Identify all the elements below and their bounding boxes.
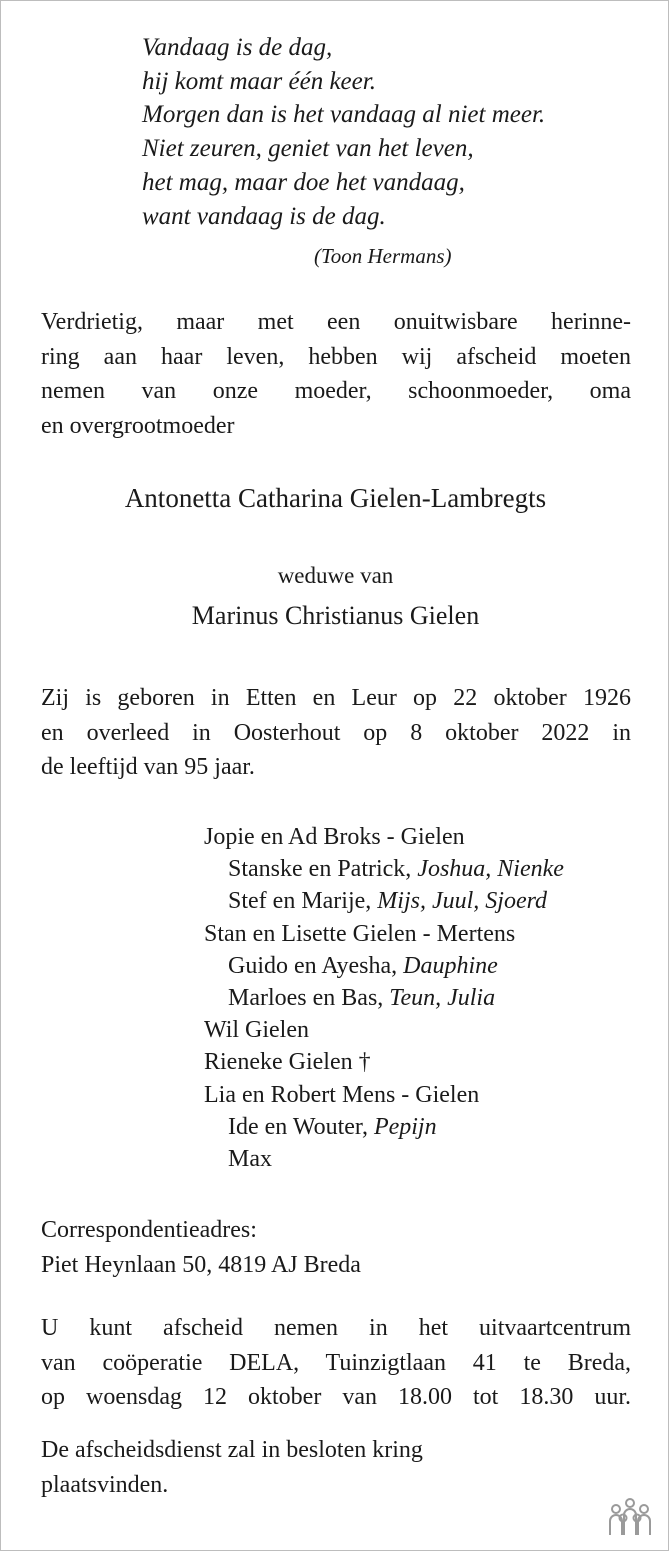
correspondence-address: Piet Heynlaan 50, 4819 AJ Breda bbox=[41, 1251, 361, 1278]
family-member-row bbox=[204, 1079, 564, 1111]
farewell-line: op woensdag 12 oktober van 18.00 tot 18.30 uur. bbox=[41, 1384, 631, 1410]
intro-line: ring aan haar leven, hebben wij afscheid moeten bbox=[41, 343, 631, 370]
family-grandchildren: Mijs, Juul, Sjoerd bbox=[377, 888, 548, 915]
poem bbox=[142, 31, 545, 233]
service-line: plaatsvinden. bbox=[41, 1471, 169, 1498]
family-member-names: Marloes en Bas, bbox=[228, 985, 390, 1012]
family-list bbox=[204, 821, 564, 1175]
family-member-row bbox=[204, 918, 564, 950]
birth-death-line: Zij is geboren in Etten en Leur op 22 oktober 1926 bbox=[41, 685, 631, 711]
family-member-row bbox=[204, 1046, 564, 1078]
family-member-names: Rieneke Gielen † bbox=[204, 1049, 371, 1076]
poem-line: hij komt maar één keer. bbox=[142, 67, 376, 95]
family-member-row bbox=[204, 885, 564, 917]
family-member-names: Lia en Robert Mens - Gielen bbox=[204, 1081, 480, 1108]
husband-name: Marinus Christianus Gielen bbox=[191, 601, 480, 630]
family-member-row bbox=[204, 853, 564, 885]
family-member-row bbox=[204, 1014, 564, 1046]
intro-line: en overgrootmoeder bbox=[41, 412, 235, 439]
family-member-row bbox=[204, 950, 564, 982]
poem-line: Vandaag is de dag, bbox=[142, 34, 333, 61]
family-grandchildren: Teun, Julia bbox=[389, 985, 496, 1012]
family-grandchildren: Pepijn bbox=[373, 1113, 437, 1140]
family-grandchildren: Joshua, Nienke bbox=[417, 856, 564, 883]
family-member-names: Stan en Lisette Gielen - Mertens bbox=[204, 920, 516, 947]
widow-of-label: weduwe van bbox=[277, 563, 394, 588]
farewell-line: U kunt afscheid nemen in het uitvaartcentrum bbox=[41, 1315, 631, 1341]
family-member-names: Max bbox=[228, 1146, 272, 1173]
farewell-paragraph bbox=[41, 1311, 631, 1415]
dela-people-logo-icon bbox=[607, 1497, 653, 1537]
correspondence-label: Correspondentieadres: bbox=[41, 1217, 257, 1243]
family-member-names: Jopie en Ad Broks - Gielen bbox=[204, 824, 465, 850]
family-grandchildren: Dauphine bbox=[403, 952, 498, 979]
correspondence-block bbox=[41, 1213, 361, 1282]
family-member-names: Wil Gielen bbox=[204, 1017, 309, 1044]
intro-line: Verdrietig, maar met een onuitwisbare herinne- bbox=[41, 309, 631, 335]
birth-death-line: de leeftijd van 95 jaar. bbox=[41, 754, 255, 780]
family-member-names: Stef en Marije, bbox=[228, 888, 378, 915]
deceased-name: Antonetta Catharina Gielen-Lambregts bbox=[124, 483, 547, 513]
service-paragraph bbox=[41, 1433, 423, 1502]
service-line: De afscheidsdienst zal in besloten kring bbox=[41, 1437, 423, 1463]
intro-line: nemen van onze moeder, schoonmoeder, oma bbox=[41, 378, 631, 404]
intro-paragraph bbox=[41, 305, 631, 443]
family-member-row bbox=[204, 821, 564, 853]
poem-author: (Toon Hermans) bbox=[314, 244, 452, 268]
birth-death-paragraph bbox=[41, 681, 631, 785]
family-member-row bbox=[204, 982, 564, 1014]
poem-line: Morgen dan is het vandaag al niet meer. bbox=[142, 101, 546, 129]
family-member-names: Stanske en Patrick, bbox=[228, 856, 418, 883]
family-member-names: Ide en Wouter, bbox=[228, 1113, 374, 1140]
birth-death-line: en overleed in Oosterhout op 8 oktober 2022 in bbox=[41, 719, 631, 746]
family-member-row bbox=[204, 1111, 564, 1143]
farewell-line: van coöperatie DELA, Tuinzigtlaan 41 te Breda, bbox=[41, 1349, 631, 1376]
poem-line: want vandaag is de dag. bbox=[142, 202, 386, 230]
family-member-names: Guido en Ayesha, bbox=[228, 952, 404, 979]
poem-line: het mag, maar doe het vandaag, bbox=[142, 168, 465, 196]
family-member-row bbox=[204, 1143, 564, 1175]
poem-line: Niet zeuren, geniet van het leven, bbox=[142, 135, 474, 163]
